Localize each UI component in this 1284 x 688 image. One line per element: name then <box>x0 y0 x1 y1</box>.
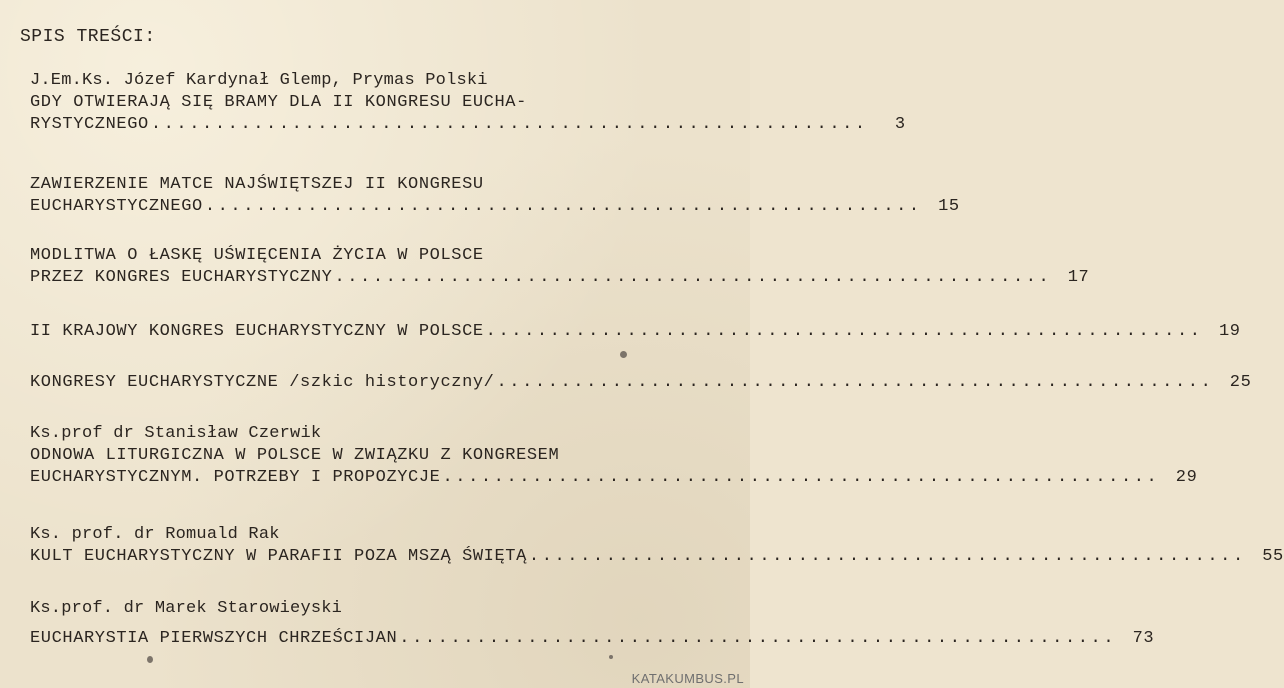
toc-title-line: EUCHARYSTIA PIERWSZYCH CHRZEŚCIJAN <box>30 629 398 648</box>
dot-leader: ........................................................ <box>399 629 1117 648</box>
page-number: 25 <box>1229 373 1252 392</box>
toc-title-line: MODLITWA O ŁASKĘ UŚWIĘCENIA ŻYCIA W POLSCE <box>30 246 484 265</box>
page-number: 17 <box>1067 268 1090 287</box>
toc-title-line: EUCHARYSTYCZNEGO <box>30 197 203 216</box>
page-number: 19 <box>1218 322 1241 341</box>
toc-leader-line <box>30 628 1155 650</box>
page-number: 3 <box>894 115 906 134</box>
page-number: 15 <box>938 197 960 216</box>
toc-title-line: ZAWIERZENIE MATCE NAJŚWIĘTSZEJ II KONGRESU <box>30 175 484 194</box>
toc-entry <box>30 245 1090 289</box>
toc-entry <box>30 598 1155 650</box>
toc-entry <box>30 321 1241 343</box>
dot-leader: ........................................................ <box>334 268 1052 287</box>
toc-title-line: KULT EUCHARYSTYCZNY W PARAFII POZA MSZĄ ŚWIĘTĄ <box>30 547 527 566</box>
dot-leader: ........................................................ <box>442 468 1160 487</box>
dot-leader: ........................................................ <box>150 115 868 134</box>
toc-title-line: EUCHARYSTYCZNYM. POTRZEBY I PROPOZYCJE <box>30 468 441 487</box>
toc-leader-line <box>30 114 906 136</box>
toc-entry <box>30 70 906 136</box>
dot-leader: ........................................................ <box>528 547 1246 566</box>
toc-entry <box>30 372 1252 394</box>
paper-speck <box>147 656 153 663</box>
toc-title-line: ODNOWA LITURGICZNA W POLSCE W ZWIĄZKU Z KONGRESEM <box>30 446 560 465</box>
page-number: 29 <box>1175 468 1198 487</box>
toc-title-line: GDY OTWIERAJĄ SIĘ BRAMY DLA II KONGRESU EUCHA- <box>30 93 527 112</box>
page-number: 73 <box>1132 629 1155 648</box>
toc-leader-line <box>30 467 1198 489</box>
toc-entry <box>30 524 1284 568</box>
dot-leader: ........................................................ <box>204 197 922 216</box>
toc-leader-line <box>30 546 1284 568</box>
page-title: SPIS TREŚCI: <box>20 27 156 47</box>
paper-speck <box>609 655 613 659</box>
toc-title-line: II KRAJOWY KONGRES EUCHARYSTYCZNY W POLSCE <box>30 322 484 341</box>
toc-author: Ks.prof dr Stanisław Czerwik <box>30 424 322 443</box>
toc-leader-line <box>30 196 960 218</box>
toc-entry <box>30 423 1198 489</box>
toc-author: Ks. prof. dr Romuald Rak <box>30 525 280 544</box>
toc-leader-line <box>30 267 1090 289</box>
toc-leader-line <box>30 372 1252 394</box>
dot-leader: ........................................................ <box>485 322 1203 341</box>
toc-title-line: RYSTYCZNEGO <box>30 115 149 134</box>
page-number: 55 <box>1262 547 1284 566</box>
toc-author: Ks.prof. dr Marek Starowieyski <box>30 599 343 618</box>
paper-speck <box>620 351 627 358</box>
toc-title-line: PRZEZ KONGRES EUCHARYSTYCZNY <box>30 268 333 287</box>
toc-title-line: KONGRESY EUCHARYSTYCZNE /szkic historyczny/ <box>30 373 495 392</box>
toc-leader-line <box>30 321 1241 343</box>
dot-leader: ........................................................ <box>496 373 1214 392</box>
toc-entry <box>30 174 960 218</box>
toc-author: J.Em.Ks. Józef Kardynał Glemp, Prymas Polski <box>30 71 488 90</box>
watermark-text: KATAKUMBUS.PL <box>631 671 744 686</box>
